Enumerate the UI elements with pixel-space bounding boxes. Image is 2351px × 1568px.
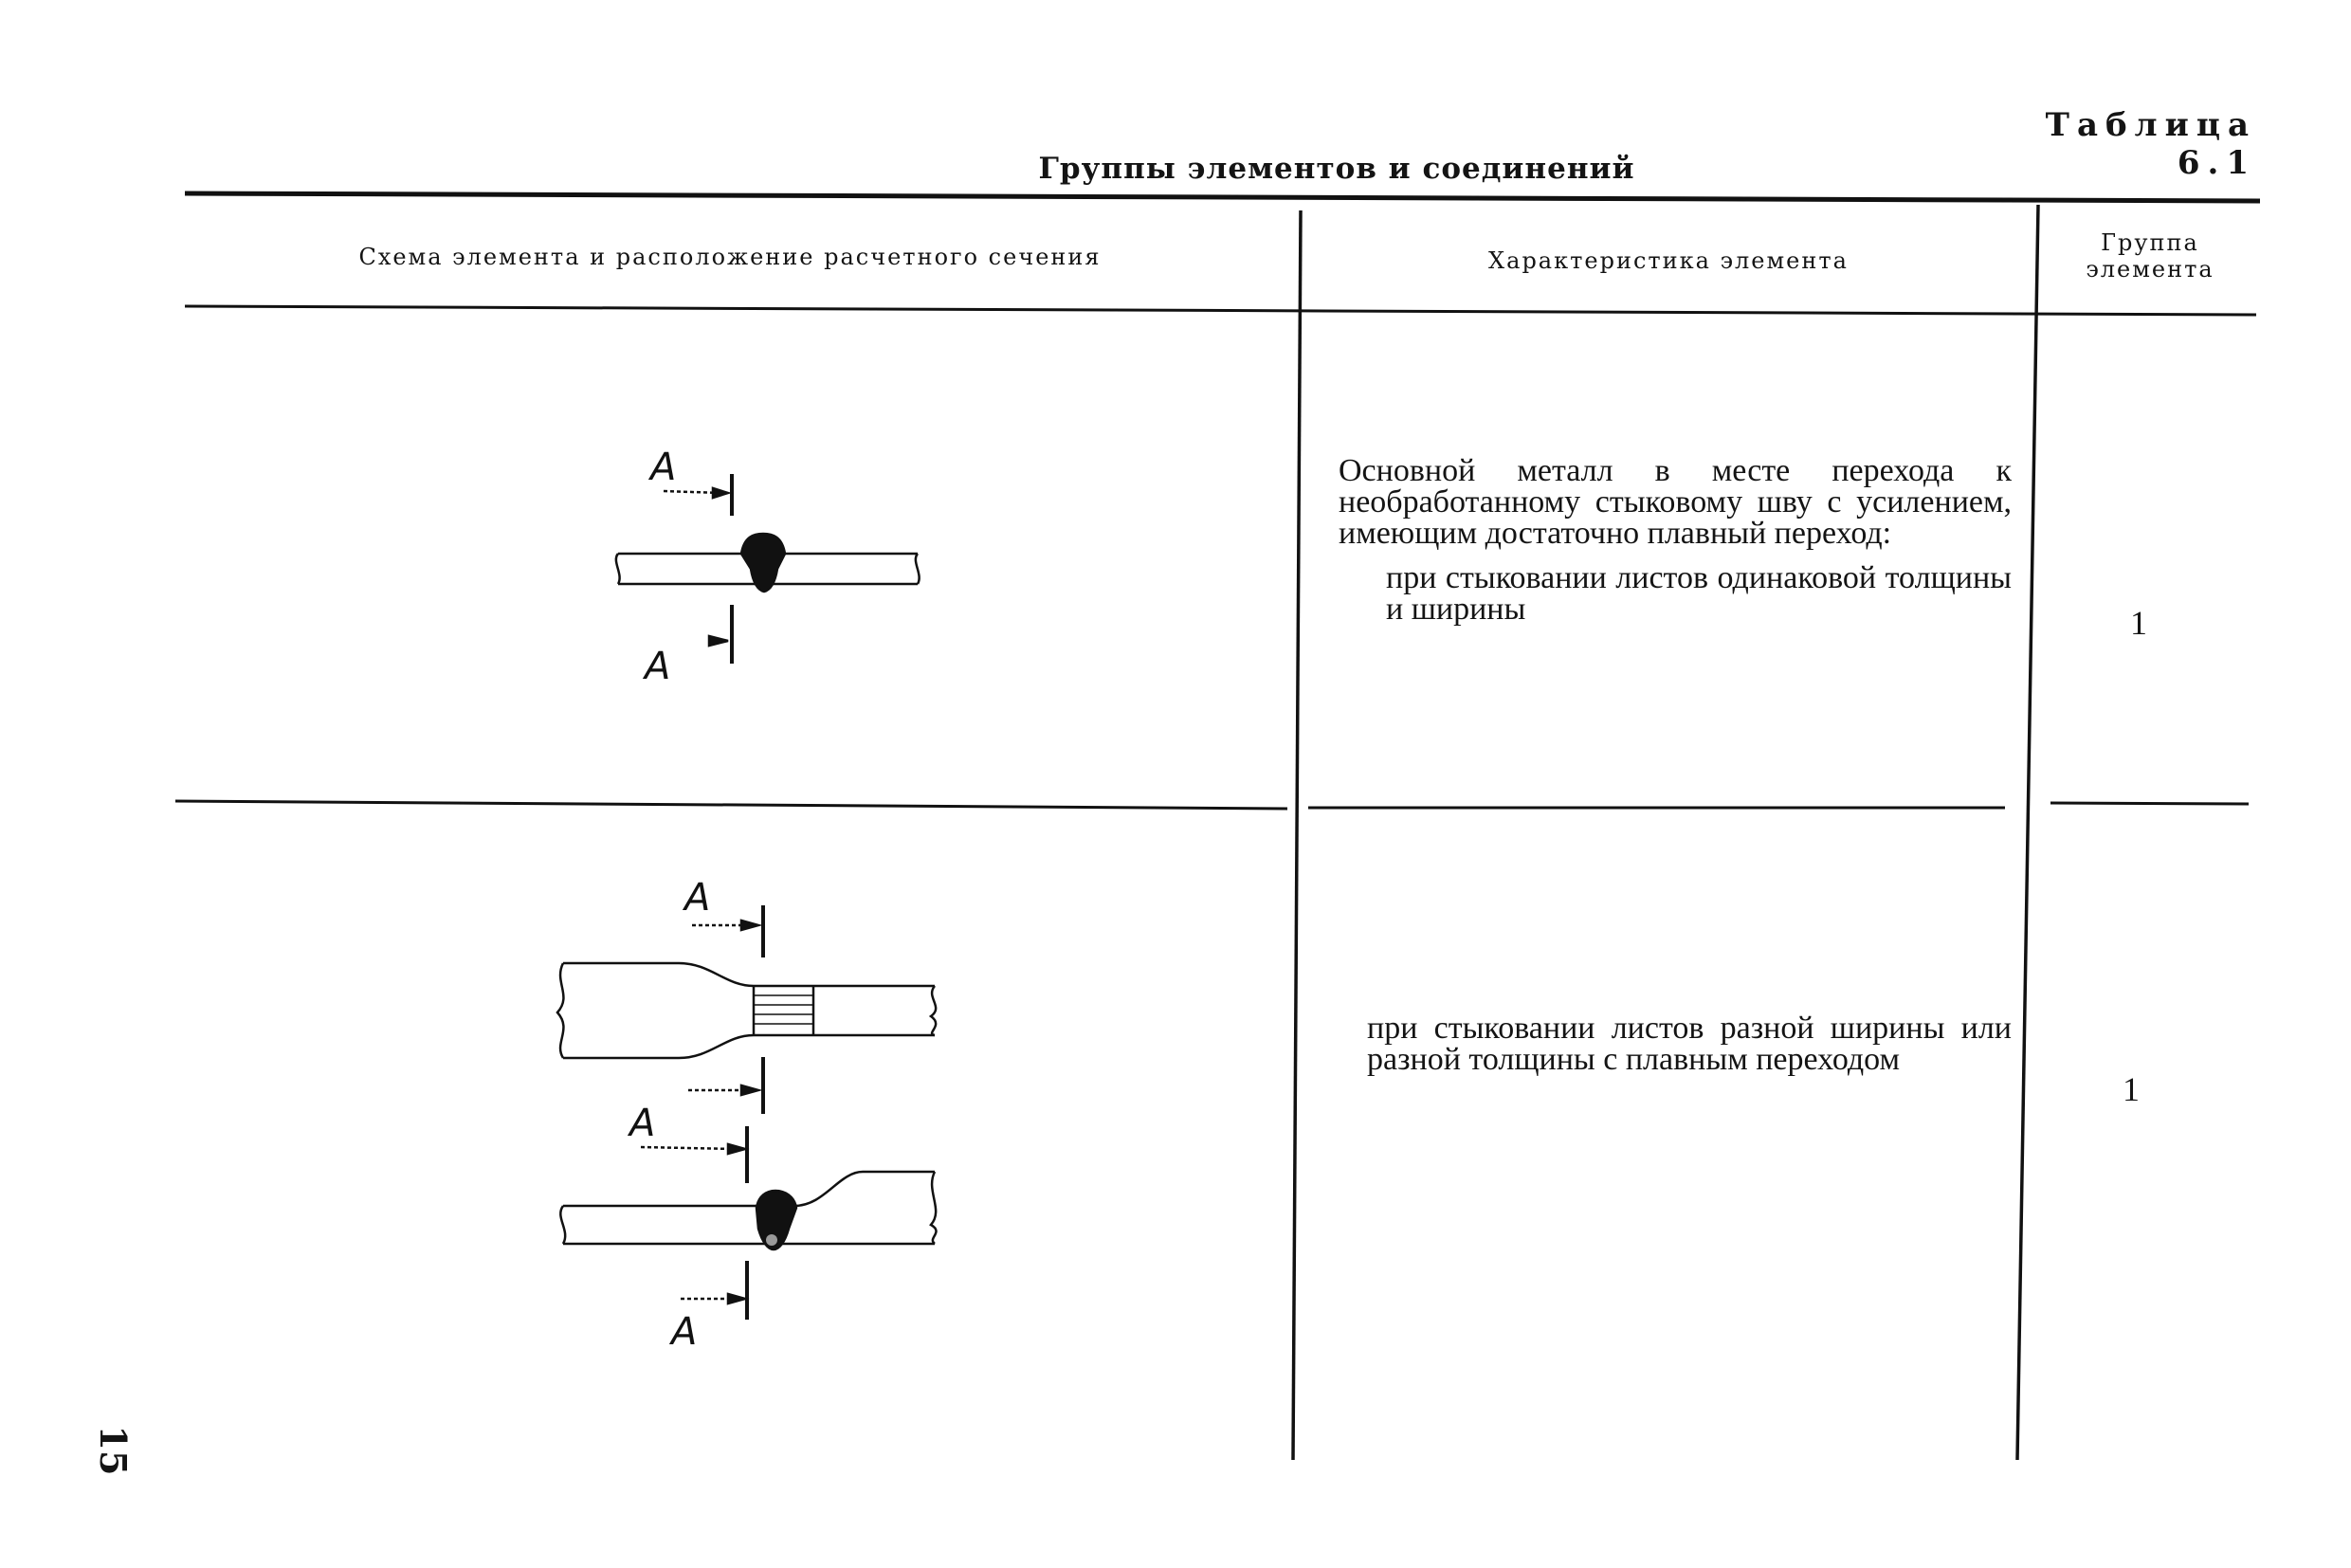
table-title: Группы элементов и соединений [1038,152,1635,186]
section-label: A [684,876,711,920]
row-2-characteristic [1339,1012,2012,1075]
row-1-intro: Основной металл в месте перехода к необработанному стыковому шву с усилением, имеющим достаточно плавный переход: [1339,453,2012,551]
header-characteristic: Характеристика элемента [1488,247,1849,274]
row-1-case: при стыковании листов одинаковой толщины и ширины [1386,560,2012,627]
row-1-characteristic [1339,455,2012,625]
weld-diagram-width-transition [557,905,936,1114]
section-label: A [645,645,671,688]
header-group-line2: элемента [2086,256,2214,283]
row-2-group: 1 [2123,1070,2140,1108]
weld-diagram-thickness-transition [560,1126,936,1320]
header-scheme: Схема элемента и расположение расчетного сечения [358,244,1102,270]
header-group [2036,229,2264,283]
row-2-case: при стыковании листов разной ширины или разной толщины с плавным переходом [1367,1011,2012,1077]
section-label: A [650,446,677,489]
section-label: A [671,1310,698,1354]
table-number-label: Таблица 6.1 [2045,106,2256,182]
weld-diagram-equal [616,474,920,664]
section-label-extra: A [629,1102,656,1145]
row-1-group: 1 [2130,604,2147,642]
header-group-line1: Группа [2101,229,2199,256]
page-number: 15 [92,1425,135,1476]
